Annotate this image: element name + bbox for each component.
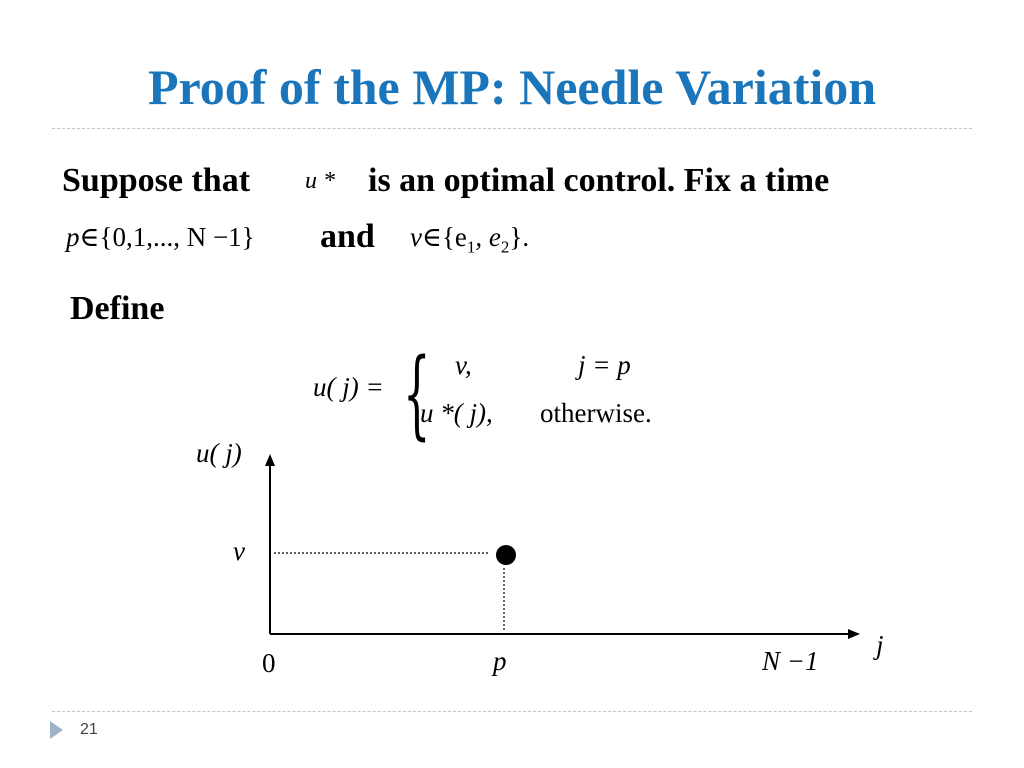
bullet-arrow-icon <box>50 721 63 739</box>
x-axis-arrowhead <box>848 629 860 639</box>
v-set-sub-1: 1 <box>466 237 476 257</box>
optimal-control-text: is an optimal control. Fix a time <box>368 162 830 199</box>
y-axis-arrowhead <box>265 454 275 466</box>
v-set-close: }. <box>509 222 530 252</box>
page-number: 21 <box>80 721 98 738</box>
v-set-mid: , e <box>475 222 501 252</box>
x-axis-label: j <box>876 630 884 660</box>
y-axis-label: u( j) <box>196 438 242 468</box>
case1-condition: j = p <box>578 350 631 380</box>
v-level-label: v <box>233 536 245 566</box>
case-brace: { <box>403 338 431 450</box>
p-set-rest: ∈{0,1,..., N −1} <box>79 222 255 252</box>
and-text: and <box>320 218 375 255</box>
p-tick-label: p <box>493 646 507 676</box>
footer-divider <box>52 711 972 712</box>
v-var: v <box>410 222 422 252</box>
define-text: Define <box>70 290 165 327</box>
origin-label: 0 <box>262 648 276 678</box>
ustar-symbol: u * <box>305 168 335 194</box>
case1-value: v, <box>455 350 472 380</box>
p-var: p <box>66 222 80 252</box>
v-set-sub-2: 2 <box>500 237 510 257</box>
slide-title: Proof of the MP: Needle Variation <box>147 59 877 115</box>
end-tick-label: N −1 <box>762 646 819 676</box>
needle-point <box>496 545 516 565</box>
v-set-open: ∈{e <box>421 222 467 252</box>
case2-value: u *( j), <box>420 398 493 428</box>
formula-lhs: u( j) = <box>313 372 384 402</box>
suppose-text: Suppose that <box>62 162 251 199</box>
case2-condition: otherwise. <box>540 398 652 428</box>
